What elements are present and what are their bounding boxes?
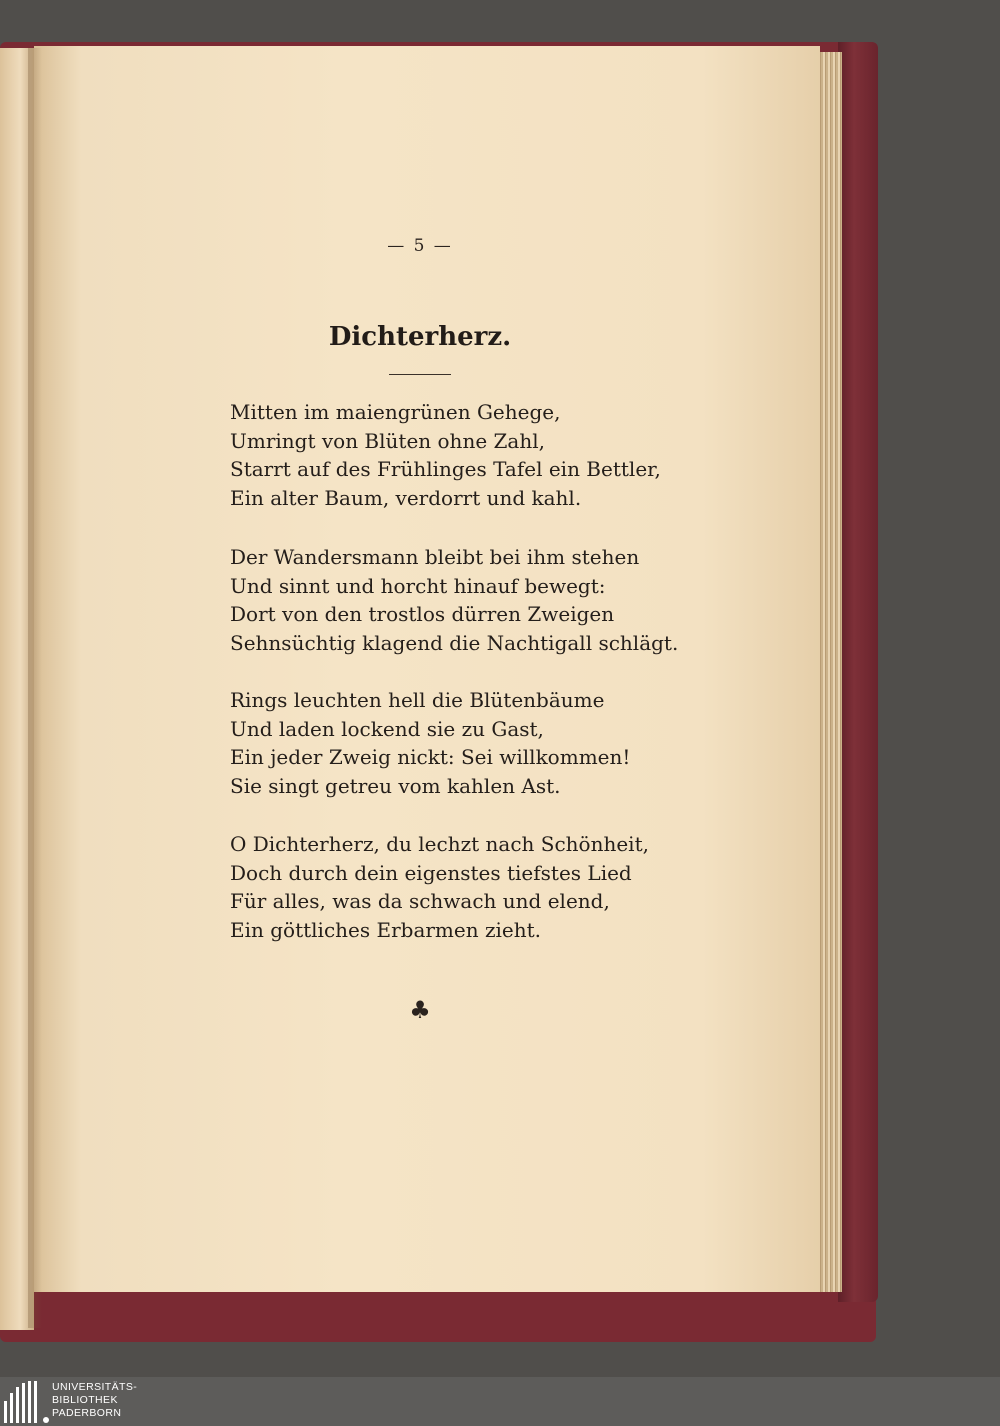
page-number: — 5 — <box>387 236 453 256</box>
stanza-1 <box>230 398 661 512</box>
stanza-2 <box>230 543 679 657</box>
library-logo-icon <box>4 1381 46 1423</box>
page-gutter-shadow <box>28 48 42 1328</box>
poem-line: Sehnsüchtig klagend die Nachtigall schlägt. <box>230 630 679 655</box>
poem-line: Umringt von Blüten ohne Zahl, <box>230 428 545 453</box>
book-page <box>34 46 820 1292</box>
poem-line: Sie singt getreu vom kahlen Ast. <box>230 773 561 798</box>
poem-line: Ein jeder Zweig nickt: Sei willkommen! <box>230 745 631 769</box>
book-cover-edge <box>838 42 878 1302</box>
poem-line: Dort von den trostlos dürren Zweigen <box>230 602 615 626</box>
poem-line: Ein göttliches Erbarmen zieht. <box>230 917 542 942</box>
poem-title: Dichterherz. <box>328 322 512 352</box>
poem-line: Starrt auf des Frühlinges Tafel ein Bettler, <box>230 457 661 481</box>
poem-line: Und laden lockend sie zu Gast, <box>230 716 544 741</box>
stanza-3 <box>230 686 650 800</box>
club-ornament-icon: ♣ <box>409 996 431 1024</box>
library-footer <box>0 1377 1000 1426</box>
poem-line: Ein alter Baum, verdorrt und kahl. <box>230 485 582 510</box>
poem-line: Für alles, was da schwach und elend, <box>230 889 610 913</box>
library-name-line: BIBLIOTHEK <box>52 1394 118 1406</box>
poem-line: Rings leuchten hell die Blütenbäume <box>230 688 605 712</box>
library-name-line: UNIVERSITÄTS- <box>52 1381 138 1393</box>
library-name-line: PADERBORN <box>52 1407 122 1419</box>
poem-line: Mitten im maiengrünen Gehege, <box>230 400 561 424</box>
poem-line: Doch durch dein eigenstes tiefstes Lied <box>230 860 632 885</box>
stanza-4 <box>230 830 650 944</box>
title-divider <box>389 374 451 375</box>
poem-line: Der Wandersmann bleibt bei ihm stehen <box>230 545 640 569</box>
poem-line: O Dichterherz, du lechzt nach Schönheit, <box>230 832 649 856</box>
poem-line: Und sinnt und horcht hinauf bewegt: <box>230 573 606 598</box>
library-name <box>52 1381 137 1420</box>
